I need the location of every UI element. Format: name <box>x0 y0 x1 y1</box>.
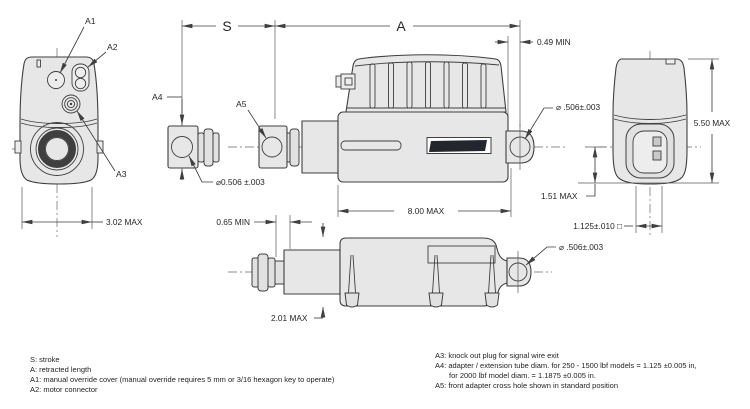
housing-connector <box>341 74 355 89</box>
top-body-outline <box>340 238 507 306</box>
rear-top-tab <box>666 59 675 64</box>
note-a4-line2: for 2000 lbf model diam. = 1.1875 ±0.005 in. <box>449 371 596 380</box>
front-top-tab <box>37 60 41 67</box>
knockout-center <box>70 103 72 105</box>
notes <box>30 351 697 394</box>
note-a4-line1: A4: adapter / extension tube diam. for 250 - 1500 lbf models = 1.125 ±0.005 in, <box>435 361 697 370</box>
note-a2: A2: motor connector <box>30 385 98 394</box>
note-a1: A1: manual override cover (manual override requires 5 mm or 3/16 hexagon key to operate) <box>30 375 335 384</box>
callout-a5: A5 <box>236 99 247 109</box>
manual-override-center <box>55 79 57 81</box>
top-collar <box>275 261 284 284</box>
callout-a3: A3 <box>116 169 127 179</box>
adapter-block <box>168 126 198 168</box>
callout-a1: A1 <box>85 16 96 26</box>
length-dim: 8.00 MAX <box>407 206 445 216</box>
extended-adapter <box>152 92 265 187</box>
rear-mount-tab-top <box>653 137 661 146</box>
front-adapter-block <box>259 126 287 168</box>
adapter-rib-3 <box>213 133 219 162</box>
mount-height-dim: 1.51 MAX <box>541 191 578 201</box>
note-retracted: A: retracted length <box>30 365 92 374</box>
mount-width-dim: 1.125±.010 □ <box>573 221 622 231</box>
stroke-dim: S <box>222 18 232 34</box>
top-hole-leader <box>526 247 556 265</box>
front-hole-dim: ⌀0.506 ±.003 <box>216 177 265 187</box>
adapter-rib-2 <box>204 129 213 166</box>
front-left-notch <box>15 141 21 153</box>
callout-a2: A2 <box>107 42 118 52</box>
height-dim: 5.50 MAX <box>693 118 731 128</box>
note-stroke: S: stroke <box>30 355 60 364</box>
retracted-dim: A <box>396 18 406 34</box>
front-width-dim: 3.02 MAX <box>106 217 143 227</box>
front-view <box>12 16 143 237</box>
top-tube <box>284 250 340 294</box>
top-view <box>216 215 603 323</box>
top-hole-dim: ⌀ .506±.003 <box>559 242 604 252</box>
top-rib-2 <box>258 254 268 291</box>
rear-hole-dim: ⌀ .506±.003 <box>556 102 601 112</box>
side-view <box>228 55 606 217</box>
rear-mount-inner <box>633 131 667 173</box>
rear-view <box>573 51 730 236</box>
body-width-dim: 2.01 MAX <box>271 313 308 323</box>
callout-a5-leader <box>248 110 266 138</box>
rear-clearance-dim: 0.49 MIN <box>537 37 571 47</box>
extension-tube <box>302 121 338 173</box>
top-rib-3 <box>268 258 275 287</box>
callout-a4: A4 <box>152 92 163 102</box>
front-clearance-dim: 0.65 MIN <box>216 217 250 227</box>
adapter-rib-1 <box>198 133 204 162</box>
side-rib-2 <box>290 129 299 166</box>
rear-mount-tab-bottom <box>653 151 661 160</box>
mount-height-elbow <box>586 184 595 196</box>
note-a3: A3: knock out plug for signal wire exit <box>435 351 559 360</box>
brand-wordmark: THOMSON <box>434 143 469 151</box>
note-a5: A5: front adapter cross hole shown in standard position <box>435 381 619 390</box>
